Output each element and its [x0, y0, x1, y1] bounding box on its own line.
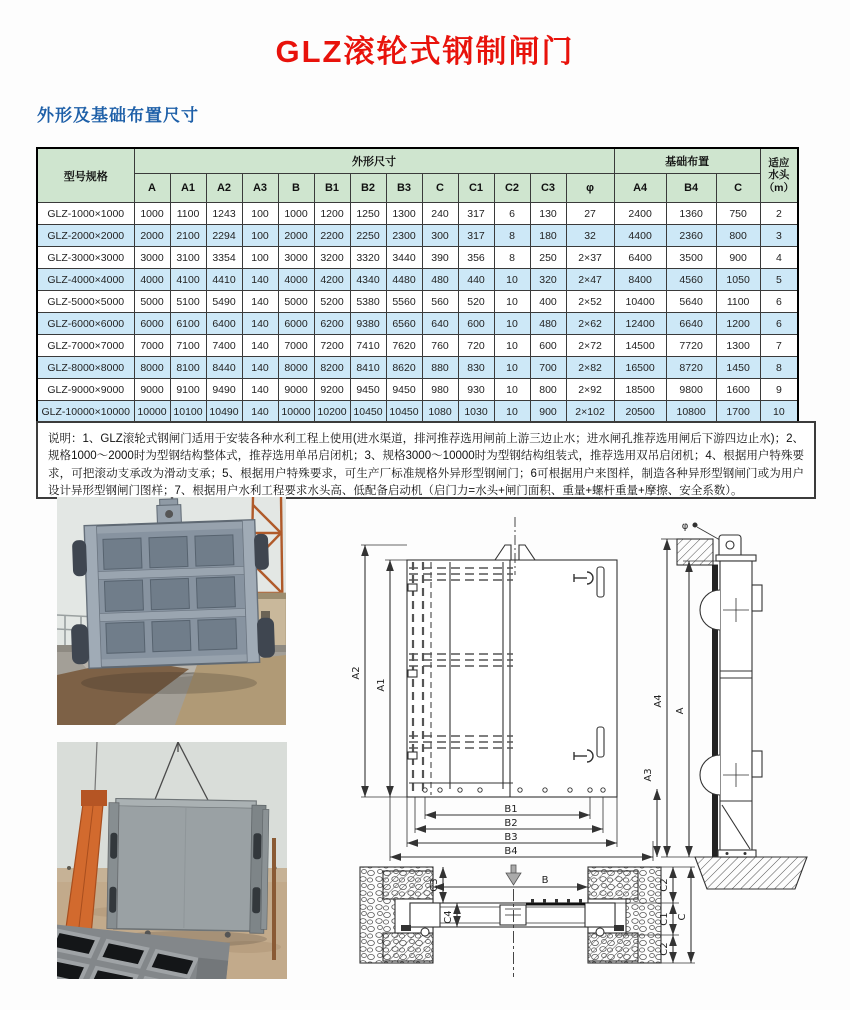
value-cell: 6400 — [614, 247, 666, 269]
value-cell: 5200 — [314, 291, 350, 313]
value-cell: 980 — [422, 379, 458, 401]
col-header-model: 型号规格 — [37, 148, 134, 203]
value-cell: 1300 — [386, 203, 422, 225]
value-cell: 5380 — [350, 291, 386, 313]
value-cell: 3354 — [206, 247, 242, 269]
value-cell: 1243 — [206, 203, 242, 225]
value-cell: 6000 — [134, 313, 170, 335]
value-cell: 317 — [458, 203, 494, 225]
value-cell: 8100 — [170, 357, 206, 379]
value-cell: 10800 — [666, 401, 716, 424]
svg-text:B4: B4 — [504, 846, 518, 857]
value-cell: 3440 — [386, 247, 422, 269]
value-cell: 10450 — [386, 401, 422, 424]
value-cell: 8 — [494, 247, 530, 269]
col-header-A3: A3 — [242, 174, 278, 203]
value-cell: 3500 — [666, 247, 716, 269]
svg-text:C3: C3 — [429, 878, 440, 892]
product-photo-gate-panel — [57, 742, 287, 979]
value-cell: 9 — [760, 379, 798, 401]
value-cell: 250 — [530, 247, 566, 269]
steel-gate-panel — [107, 799, 269, 939]
col-header-A4: A4 — [614, 174, 666, 203]
svg-text:A4: A4 — [653, 694, 664, 708]
value-cell: 3320 — [350, 247, 386, 269]
svg-text:B3: B3 — [504, 832, 518, 843]
value-cell: 4340 — [350, 269, 386, 291]
value-cell: 3000 — [278, 247, 314, 269]
value-cell: 930 — [458, 379, 494, 401]
value-cell: 317 — [458, 225, 494, 247]
value-cell: 6560 — [386, 313, 422, 335]
head-line-3: （m） — [763, 181, 795, 194]
value-cell: 2294 — [206, 225, 242, 247]
value-cell: 140 — [242, 357, 278, 379]
value-cell: 10000 — [134, 401, 170, 424]
value-cell: 7000 — [134, 335, 170, 357]
value-cell: 4100 — [170, 269, 206, 291]
col-header-head — [760, 148, 798, 203]
svg-text:B2: B2 — [504, 818, 518, 829]
value-cell: 2×82 — [566, 357, 614, 379]
value-cell: 2×72 — [566, 335, 614, 357]
table-row — [37, 335, 798, 357]
value-cell: 140 — [242, 401, 278, 424]
value-cell: 10100 — [170, 401, 206, 424]
value-cell: 9450 — [386, 379, 422, 401]
value-cell: 560 — [422, 291, 458, 313]
model-cell: GLZ-2000×2000 — [37, 225, 134, 247]
value-cell: 8200 — [314, 357, 350, 379]
col-header-A: A — [134, 174, 170, 203]
svg-text:C2: C2 — [659, 942, 670, 956]
table-row — [37, 357, 798, 379]
value-cell: 1030 — [458, 401, 494, 424]
value-cell: 10 — [494, 379, 530, 401]
svg-text:C: C — [677, 913, 688, 921]
value-cell: 5490 — [206, 291, 242, 313]
value-cell: 2250 — [350, 225, 386, 247]
value-cell: 240 — [422, 203, 458, 225]
value-cell: 600 — [458, 313, 494, 335]
col-group-foundation: 基础布置 — [614, 148, 760, 174]
value-cell: 8720 — [666, 357, 716, 379]
value-cell: 10490 — [206, 401, 242, 424]
table-row — [37, 225, 798, 247]
value-cell: 7000 — [278, 335, 314, 357]
col-header-C-found: C — [716, 174, 760, 203]
value-cell: 10 — [494, 335, 530, 357]
value-cell: 2300 — [386, 225, 422, 247]
value-cell: 7720 — [666, 335, 716, 357]
value-cell: 320 — [530, 269, 566, 291]
value-cell: 3 — [760, 225, 798, 247]
value-cell: 2×62 — [566, 313, 614, 335]
plan-view-drawing — [360, 865, 695, 977]
table-row — [37, 379, 798, 401]
value-cell: 10 — [494, 357, 530, 379]
value-cell: 2000 — [134, 225, 170, 247]
value-cell: 4480 — [386, 269, 422, 291]
value-cell: 6000 — [278, 313, 314, 335]
col-header-C2: C2 — [494, 174, 530, 203]
value-cell: 10 — [494, 313, 530, 335]
value-cell: 8000 — [278, 357, 314, 379]
value-cell: 9200 — [314, 379, 350, 401]
value-cell: 10400 — [614, 291, 666, 313]
value-cell: 1450 — [716, 357, 760, 379]
note-box — [36, 421, 816, 499]
value-cell: 900 — [716, 247, 760, 269]
value-cell: 16500 — [614, 357, 666, 379]
svg-text:φ: φ — [681, 521, 689, 532]
value-cell: 1050 — [716, 269, 760, 291]
value-cell: 10200 — [314, 401, 350, 424]
value-cell: 100 — [242, 203, 278, 225]
value-cell: 5640 — [666, 291, 716, 313]
value-cell: 720 — [458, 335, 494, 357]
value-cell: 8 — [760, 357, 798, 379]
col-header-B3: B3 — [386, 174, 422, 203]
value-cell: 7400 — [206, 335, 242, 357]
note-text: 说明：1、GLZ滚轮式钢闸门适用于安装各种水利工程上使用(进水渠道，排河推荐选用闸前上游三边止水；进水闸孔推荐选用闸后下游四边止水)；2、规格1000～2000时为型钢结构整体式，推荐选用单吊启闭机；3、规格3000～10000时为型钢结构组装式，推荐选用双吊启闭机；4、根据用户特殊要求，可把滚动支承改为滑动支承；5、根据用户特殊要求，可生产厂标准规格外异形型钢闸门；6可根据用户来图样，制造各种异形型钢闸门或为用户设计异形型钢闸门图样；7、根据用户水利工程要求水头高、低配备启动机（启门力=水头+闸门面积、重量+螺杆重量+摩擦、安全系数）。 — [48, 433, 804, 497]
svg-text:B1: B1 — [504, 804, 518, 815]
value-cell: 5100 — [170, 291, 206, 313]
value-cell: 18500 — [614, 379, 666, 401]
value-cell: 2×47 — [566, 269, 614, 291]
value-cell: 1080 — [422, 401, 458, 424]
svg-text:B: B — [541, 875, 549, 886]
spec-table-head — [37, 148, 798, 203]
value-cell: 1200 — [716, 313, 760, 335]
value-cell: 6200 — [314, 313, 350, 335]
value-cell: 9450 — [350, 379, 386, 401]
value-cell: 1100 — [716, 291, 760, 313]
background-pole — [272, 838, 276, 960]
value-cell: 130 — [530, 203, 566, 225]
model-cell: GLZ-10000×10000 — [37, 401, 134, 424]
svg-text:C1: C1 — [659, 912, 670, 926]
photo-gate-panel-illustration — [57, 742, 287, 979]
col-header-C1: C1 — [458, 174, 494, 203]
technical-drawings — [335, 505, 815, 1005]
value-cell: 6640 — [666, 313, 716, 335]
value-cell: 400 — [530, 291, 566, 313]
value-cell: 8440 — [206, 357, 242, 379]
value-cell: 6 — [494, 203, 530, 225]
value-cell: 1200 — [314, 203, 350, 225]
col-header-C: C — [422, 174, 458, 203]
value-cell: 100 — [242, 247, 278, 269]
svg-text:A3: A3 — [643, 768, 654, 782]
model-cell: GLZ-7000×7000 — [37, 335, 134, 357]
value-cell: 8400 — [614, 269, 666, 291]
svg-text:C2: C2 — [659, 878, 670, 892]
value-cell: 700 — [530, 357, 566, 379]
col-group-dimensions: 外形尺寸 — [134, 148, 614, 174]
value-cell: 9000 — [278, 379, 314, 401]
value-cell: 10 — [494, 401, 530, 424]
spec-table-body — [37, 203, 798, 424]
svg-text:C4: C4 — [443, 910, 454, 924]
value-cell: 440 — [458, 269, 494, 291]
table-row — [37, 291, 798, 313]
value-cell: 600 — [530, 335, 566, 357]
value-cell: 9100 — [170, 379, 206, 401]
col-header-B: B — [278, 174, 314, 203]
value-cell: 390 — [422, 247, 458, 269]
value-cell: 1600 — [716, 379, 760, 401]
model-cell: GLZ-3000×3000 — [37, 247, 134, 269]
value-cell: 760 — [422, 335, 458, 357]
value-cell: 5 — [760, 269, 798, 291]
value-cell: 32 — [566, 225, 614, 247]
head-line-1: 适应 — [768, 157, 790, 170]
value-cell: 9490 — [206, 379, 242, 401]
col-header-A2: A2 — [206, 174, 242, 203]
photo-gate-front-illustration — [57, 497, 286, 725]
value-cell: 356 — [458, 247, 494, 269]
value-cell: 20500 — [614, 401, 666, 424]
value-cell: 6 — [760, 291, 798, 313]
value-cell: 800 — [530, 379, 566, 401]
value-cell: 8 — [494, 225, 530, 247]
value-cell: 100 — [242, 225, 278, 247]
value-cell: 14500 — [614, 335, 666, 357]
value-cell: 480 — [530, 313, 566, 335]
table-row — [37, 313, 798, 335]
table-row — [37, 401, 798, 424]
side-view-drawing — [643, 521, 807, 892]
value-cell: 7620 — [386, 335, 422, 357]
spec-table — [36, 147, 799, 424]
value-cell: 2100 — [170, 225, 206, 247]
value-cell: 7200 — [314, 335, 350, 357]
value-cell: 4400 — [614, 225, 666, 247]
value-cell: 2×37 — [566, 247, 614, 269]
value-cell: 5560 — [386, 291, 422, 313]
value-cell: 7 — [760, 335, 798, 357]
value-cell: 4200 — [314, 269, 350, 291]
col-header-phi: φ — [566, 174, 614, 203]
svg-text:A1: A1 — [376, 678, 387, 692]
value-cell: 2×92 — [566, 379, 614, 401]
col-header-A1: A1 — [170, 174, 206, 203]
value-cell: 7410 — [350, 335, 386, 357]
value-cell: 5000 — [134, 291, 170, 313]
svg-text:A2: A2 — [351, 666, 362, 680]
value-cell: 140 — [242, 379, 278, 401]
value-cell: 2 — [760, 203, 798, 225]
model-cell: GLZ-9000×9000 — [37, 379, 134, 401]
value-cell: 7100 — [170, 335, 206, 357]
model-cell: GLZ-5000×5000 — [37, 291, 134, 313]
value-cell: 6100 — [170, 313, 206, 335]
model-cell: GLZ-8000×8000 — [37, 357, 134, 379]
value-cell: 6400 — [206, 313, 242, 335]
col-header-C3: C3 — [530, 174, 566, 203]
value-cell: 2200 — [314, 225, 350, 247]
value-cell: 830 — [458, 357, 494, 379]
product-photo-gate-front — [57, 497, 286, 725]
drawings-svg — [335, 505, 815, 1005]
value-cell: 2000 — [278, 225, 314, 247]
model-cell: GLZ-4000×4000 — [37, 269, 134, 291]
value-cell: 1360 — [666, 203, 716, 225]
value-cell: 880 — [422, 357, 458, 379]
section-title: 外形及基础布置尺寸 — [37, 106, 199, 125]
value-cell: 140 — [242, 291, 278, 313]
value-cell: 4560 — [666, 269, 716, 291]
value-cell: 140 — [242, 313, 278, 335]
value-cell: 520 — [458, 291, 494, 313]
value-cell: 3100 — [170, 247, 206, 269]
value-cell: 1700 — [716, 401, 760, 424]
value-cell: 300 — [422, 225, 458, 247]
value-cell: 2×52 — [566, 291, 614, 313]
value-cell: 10 — [494, 269, 530, 291]
value-cell: 140 — [242, 269, 278, 291]
value-cell: 12400 — [614, 313, 666, 335]
value-cell: 3000 — [134, 247, 170, 269]
value-cell: 5000 — [278, 291, 314, 313]
value-cell: 8620 — [386, 357, 422, 379]
front-view-drawing — [351, 517, 653, 861]
value-cell: 9000 — [134, 379, 170, 401]
model-cell: GLZ-6000×6000 — [37, 313, 134, 335]
value-cell: 1300 — [716, 335, 760, 357]
value-cell: 27 — [566, 203, 614, 225]
model-cell: GLZ-1000×1000 — [37, 203, 134, 225]
value-cell: 10 — [494, 291, 530, 313]
value-cell: 10 — [760, 401, 798, 424]
page-title: GLZ滚轮式钢制闸门 — [275, 34, 575, 69]
value-cell: 10450 — [350, 401, 386, 424]
value-cell: 900 — [530, 401, 566, 424]
value-cell: 750 — [716, 203, 760, 225]
value-cell: 1100 — [170, 203, 206, 225]
value-cell: 9800 — [666, 379, 716, 401]
table-row — [37, 203, 798, 225]
svg-text:A: A — [675, 707, 686, 715]
head-line-2: 水头 — [768, 169, 790, 182]
value-cell: 8410 — [350, 357, 386, 379]
value-cell: 800 — [716, 225, 760, 247]
table-row — [37, 247, 798, 269]
value-cell: 1000 — [134, 203, 170, 225]
value-cell: 3200 — [314, 247, 350, 269]
col-header-B4: B4 — [666, 174, 716, 203]
table-row — [37, 269, 798, 291]
value-cell: 2360 — [666, 225, 716, 247]
value-cell: 6 — [760, 313, 798, 335]
value-cell: 1250 — [350, 203, 386, 225]
value-cell: 4000 — [134, 269, 170, 291]
value-cell: 10000 — [278, 401, 314, 424]
value-cell: 480 — [422, 269, 458, 291]
value-cell: 8000 — [134, 357, 170, 379]
value-cell: 1000 — [278, 203, 314, 225]
value-cell: 4 — [760, 247, 798, 269]
value-cell: 2×102 — [566, 401, 614, 424]
value-cell: 4410 — [206, 269, 242, 291]
col-header-B1: B1 — [314, 174, 350, 203]
value-cell: 2400 — [614, 203, 666, 225]
col-header-B2: B2 — [350, 174, 386, 203]
value-cell: 180 — [530, 225, 566, 247]
value-cell: 140 — [242, 335, 278, 357]
value-cell: 640 — [422, 313, 458, 335]
value-cell: 4000 — [278, 269, 314, 291]
value-cell: 9380 — [350, 313, 386, 335]
